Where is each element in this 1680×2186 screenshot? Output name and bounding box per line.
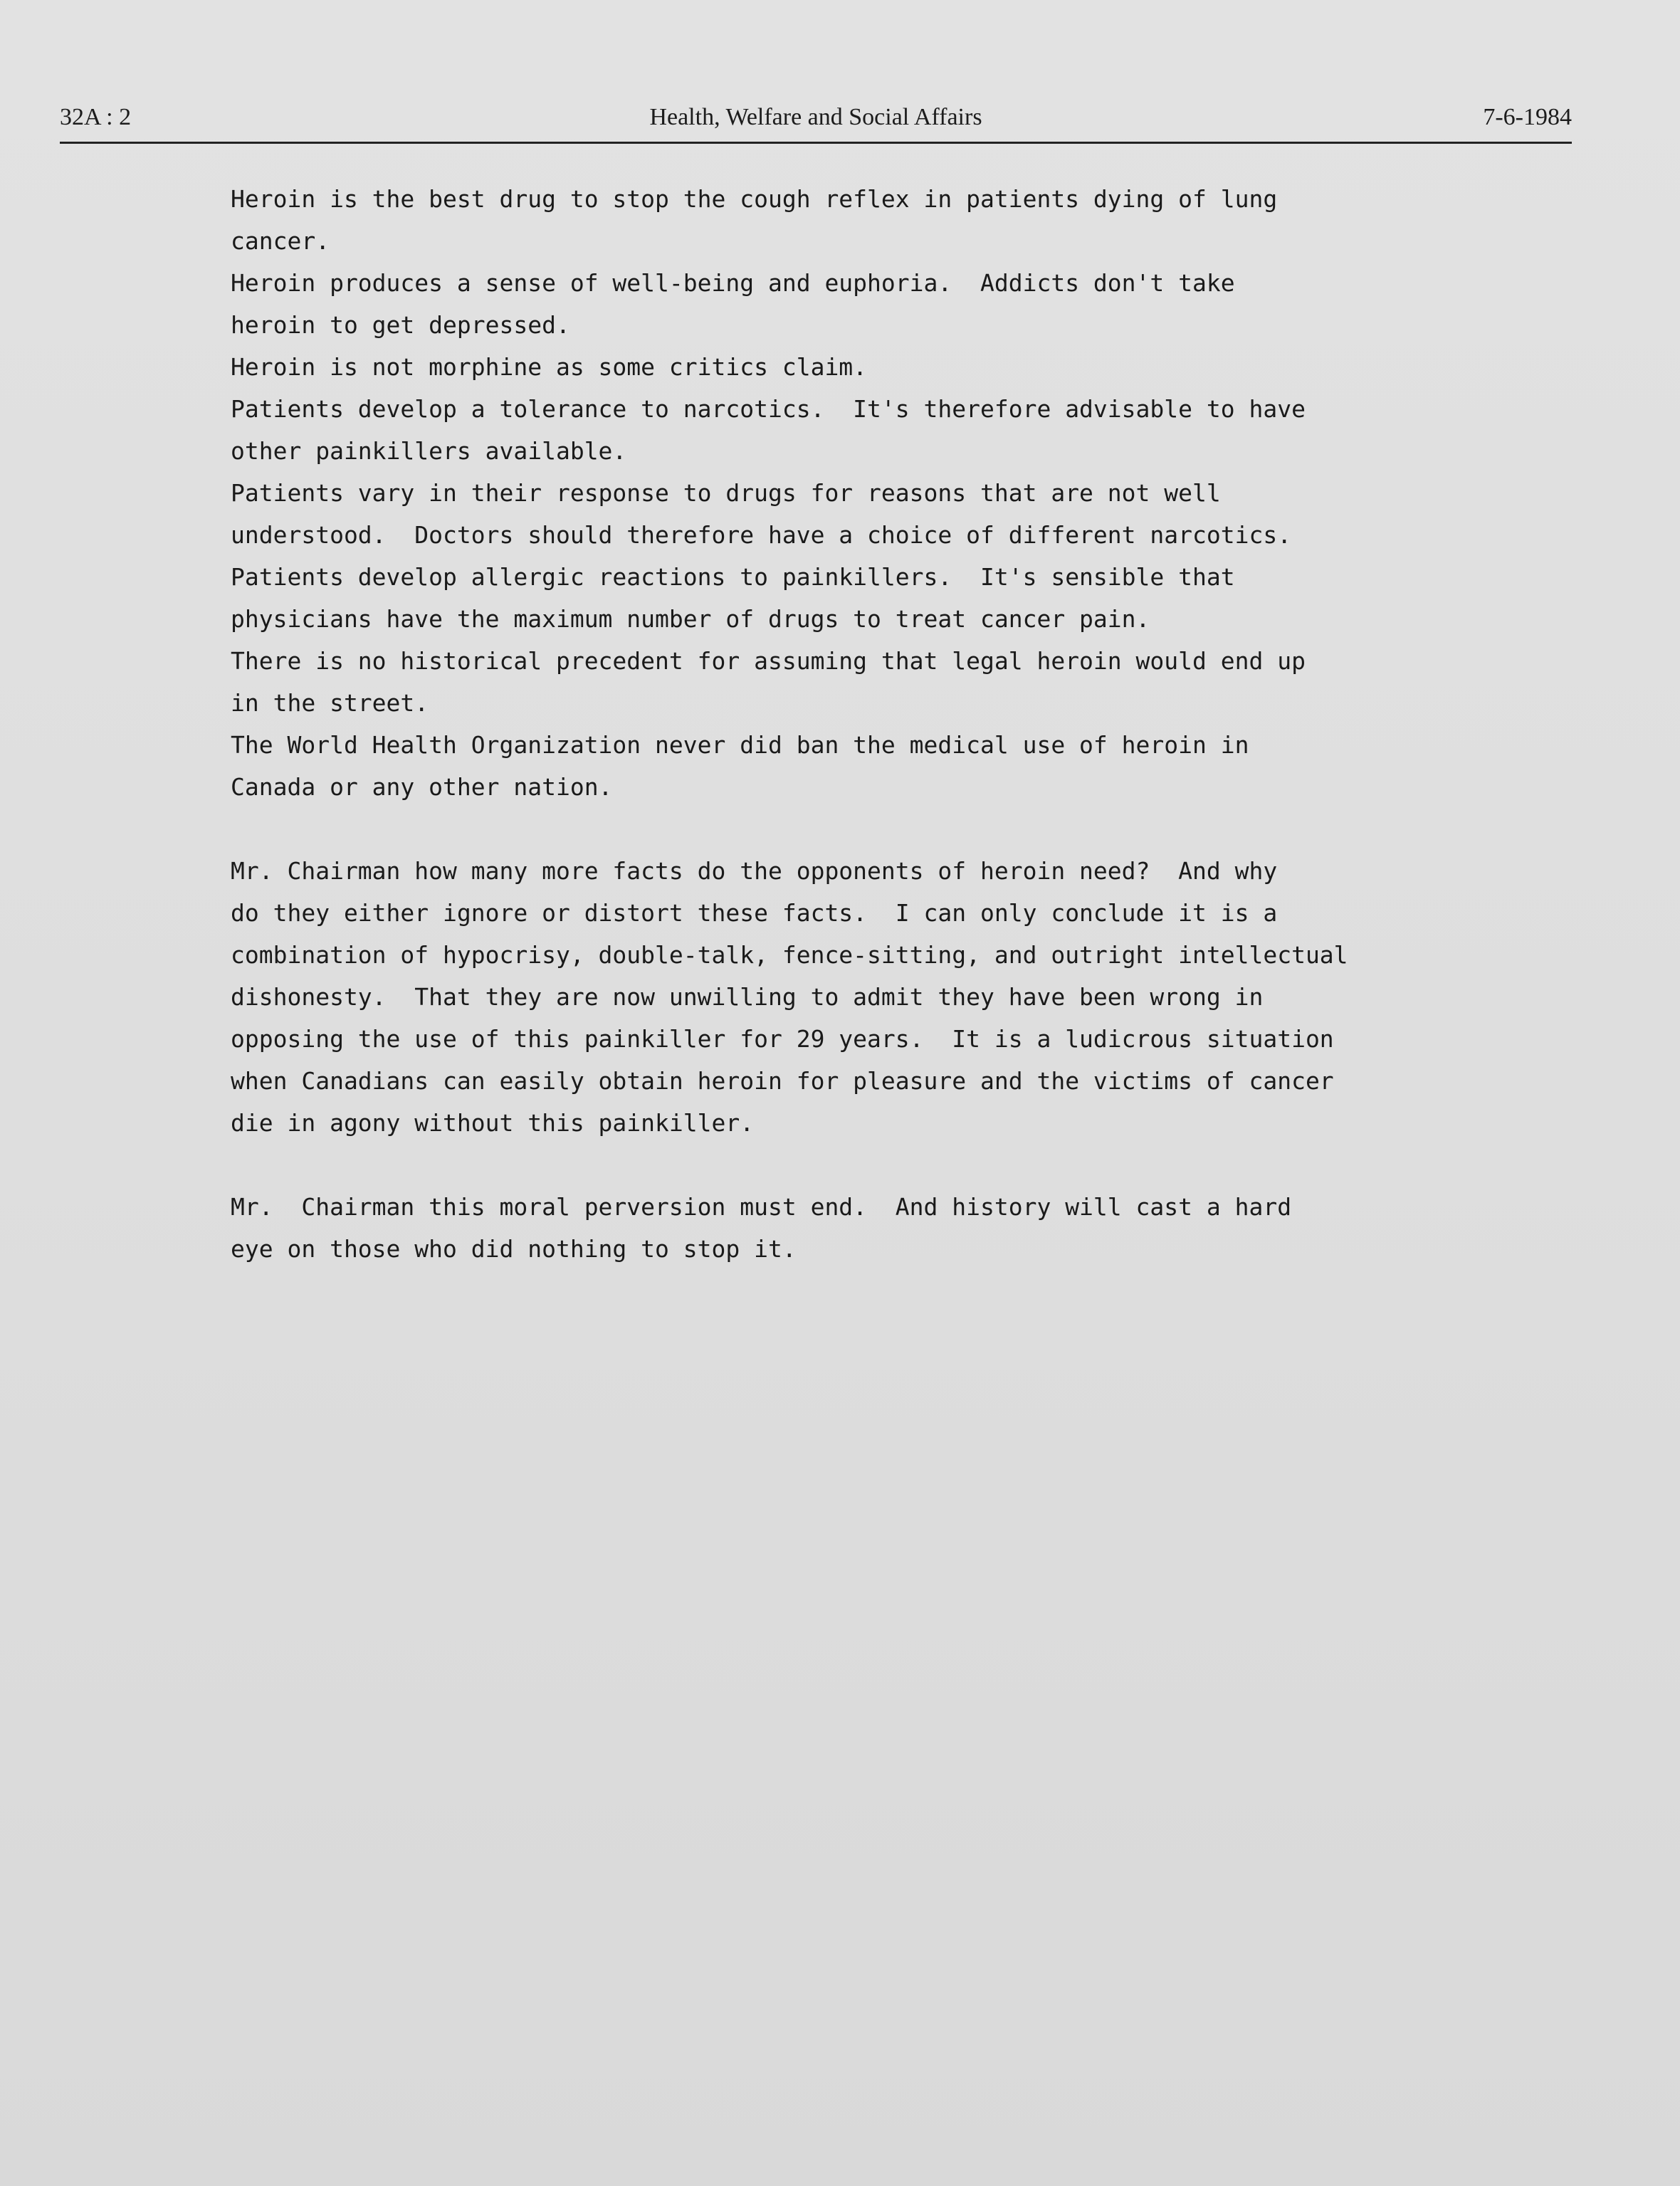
text-line: in the street.	[231, 689, 429, 717]
text-line: eye on those who did nothing to stop it.	[231, 1235, 797, 1263]
text-line: die in agony without this painkiller.	[231, 1109, 755, 1137]
text-line: opposing the use of this painkiller for 29 years. It is a ludicrous situation	[231, 1025, 1334, 1053]
text-line: Heroin produces a sense of well-being and euphoria. Addicts don't take	[231, 269, 1235, 297]
text-line: physicians have the maximum number of drugs to treat cancer pain.	[231, 605, 1150, 633]
text-line: Heroin is the best drug to stop the cough reflex in patients dying of lung	[231, 185, 1278, 213]
text-line: Heroin is not morphine as some critics claim.	[231, 353, 868, 381]
paragraph-gap	[231, 1144, 1569, 1186]
text-line: dishonesty. That they are now unwilling to admit they have been wrong in	[231, 983, 1264, 1011]
text-line: heroin to get depressed.	[231, 311, 570, 339]
body-text	[231, 178, 1569, 1270]
text-line: There is no historical precedent for assuming that legal heroin would end up	[231, 647, 1306, 675]
header-rule	[60, 142, 1572, 144]
text-line: cancer.	[231, 227, 330, 255]
publication-title: Health, Welfare and Social Affairs	[649, 104, 982, 130]
text-line: understood. Doctors should therefore have a choice of different narcotics.	[231, 521, 1292, 549]
text-line: Canada or any other nation.	[231, 773, 613, 801]
page-number: 32A : 2	[60, 104, 132, 130]
publication-date: 7-6-1984	[1483, 104, 1572, 130]
text-line: Patients vary in their response to drugs for reasons that are not well	[231, 479, 1221, 507]
text-line: Mr. Chairman this moral perversion must end. And history will cast a hard	[231, 1193, 1292, 1221]
text-line: The World Health Organization never did ban the medical use of heroin in	[231, 731, 1249, 759]
text-line: when Canadians can easily obtain heroin for pleasure and the victims of cancer	[231, 1067, 1334, 1095]
text-line: Patients develop allergic reactions to painkillers. It's sensible that	[231, 563, 1235, 591]
paragraph-gap	[231, 808, 1569, 850]
text-line: Mr. Chairman how many more facts do the opponents of heroin need? And why	[231, 857, 1278, 885]
text-line: Patients develop a tolerance to narcotics. It's therefore advisable to have	[231, 395, 1306, 423]
text-line: other painkillers available.	[231, 437, 627, 465]
text-line: do they either ignore or distort these facts. I can only conclude it is a	[231, 899, 1278, 927]
text-line: combination of hypocrisy, double-talk, fence-sitting, and outright intellectual	[231, 941, 1348, 969]
running-header	[60, 104, 1572, 141]
